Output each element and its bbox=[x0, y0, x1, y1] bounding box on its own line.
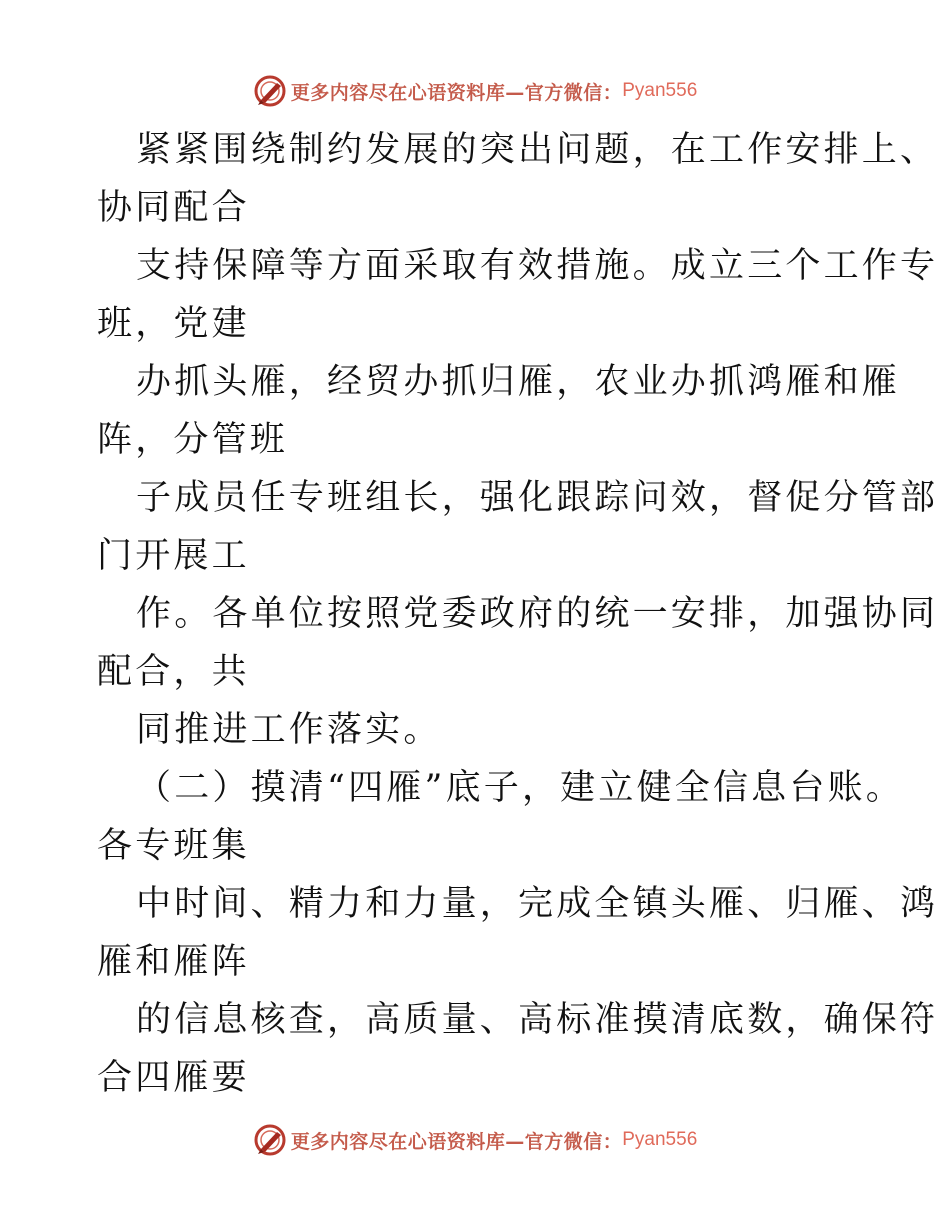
text-line: 协同配合 bbox=[97, 188, 250, 228]
watermark-id: Pyan556 bbox=[622, 80, 698, 101]
text-line: 中时间、精力和力量，完成全镇头雁、归雁、鸿 bbox=[136, 884, 939, 924]
text-line: 班，党建 bbox=[97, 304, 250, 344]
text-line: 支持保障等方面采取有效措施。成立三个工作专 bbox=[136, 246, 939, 286]
footer-watermark bbox=[0, 1120, 950, 1160]
pen-logo-icon bbox=[253, 1123, 287, 1157]
text-line: 办抓头雁，经贸办抓归雁，农业办抓鸿雁和雁 bbox=[136, 362, 901, 402]
text-line: 各专班集 bbox=[97, 826, 250, 866]
text-line: （二）摸清“四雁”底子，建立健全信息台账。 bbox=[136, 768, 904, 808]
text-line: 作。各单位按照党委政府的统一安排，加强协同 bbox=[136, 594, 939, 634]
text-line: 同推进工作落实。 bbox=[136, 710, 442, 750]
text-line: 门开展工 bbox=[97, 536, 250, 576]
watermark-text: 更多内容尽在心语资料库—官方微信： bbox=[290, 1130, 623, 1153]
text-line: 配合，共 bbox=[97, 652, 250, 692]
pen-logo-icon bbox=[253, 74, 287, 108]
text-line: 紧紧围绕制约发展的突出问题，在工作安排上、 bbox=[136, 130, 939, 170]
text-line: 子成员任专班组长，强化跟踪问效，督促分管部 bbox=[136, 478, 939, 518]
header-watermark bbox=[0, 71, 950, 111]
text-line: 雁和雁阵 bbox=[97, 942, 250, 982]
watermark-text: 更多内容尽在心语资料库—官方微信： bbox=[290, 81, 623, 104]
text-line: 合四雁要 bbox=[97, 1058, 250, 1098]
text-line: 阵，分管班 bbox=[97, 420, 289, 460]
text-line: 的信息核查，高质量、高标准摸清底数，确保符 bbox=[136, 1000, 939, 1040]
watermark-id: Pyan556 bbox=[622, 1129, 698, 1150]
